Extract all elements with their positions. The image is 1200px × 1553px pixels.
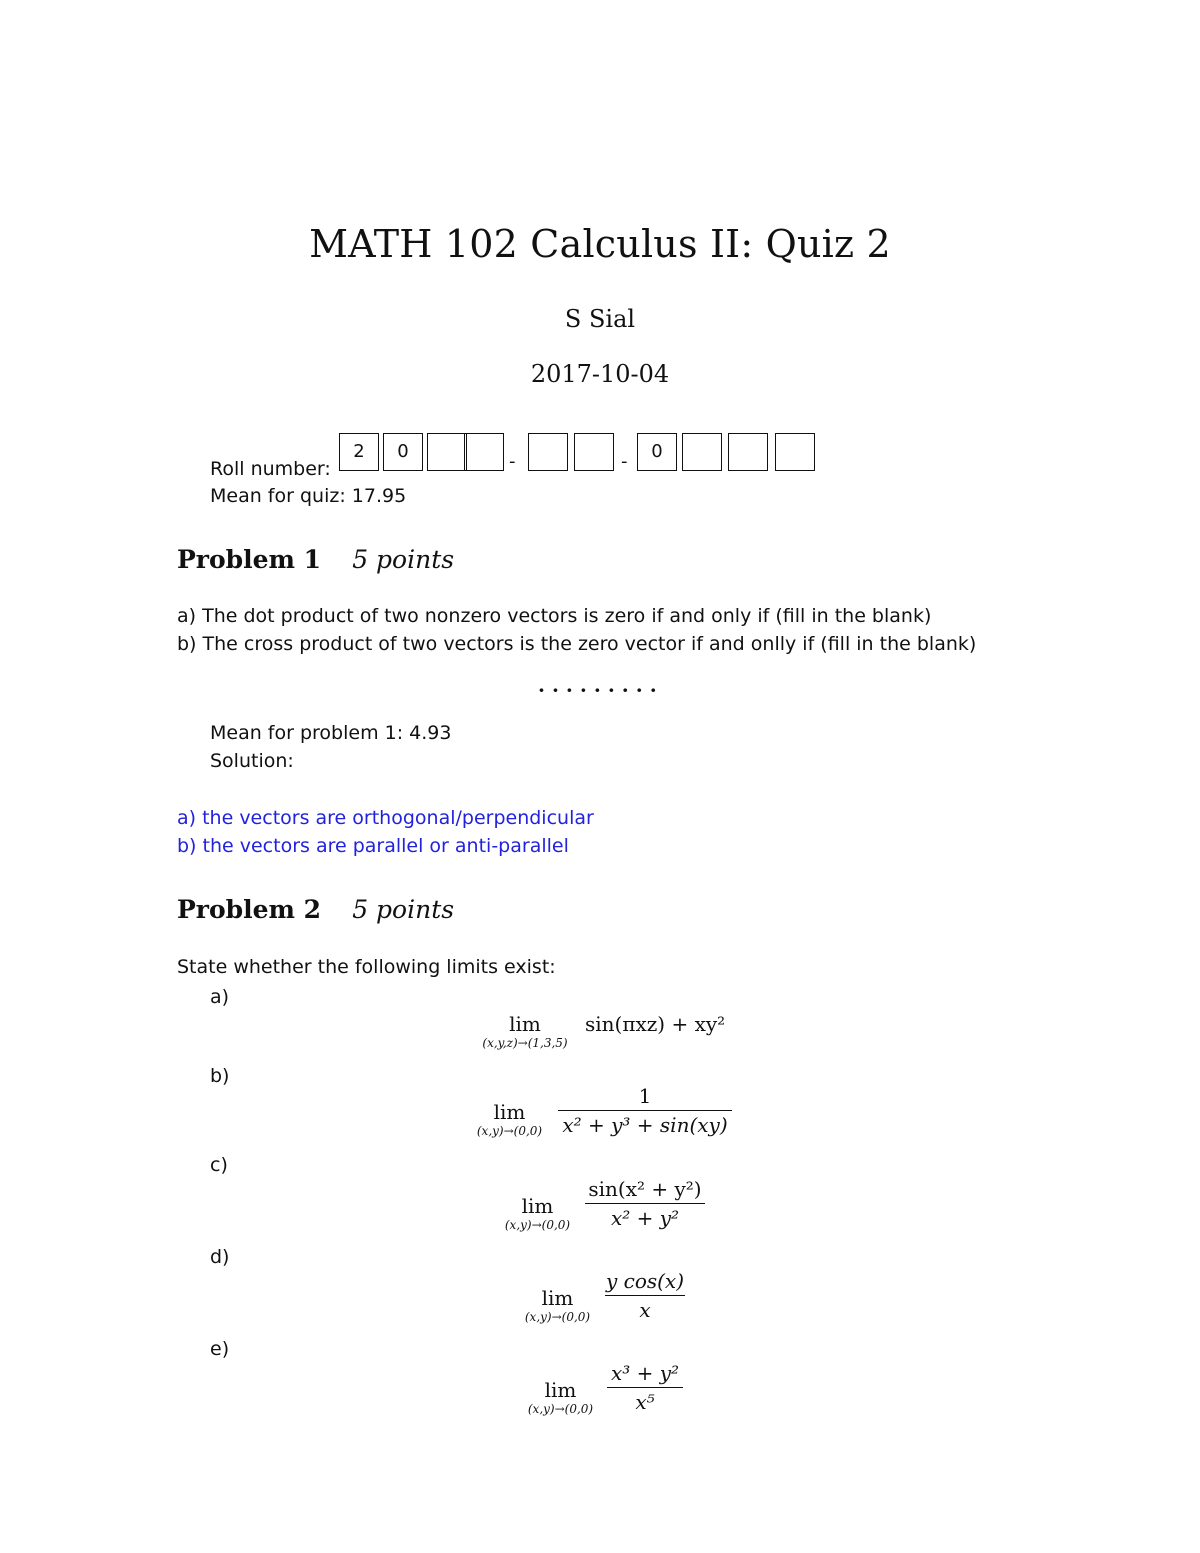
- limit-b: [462, 1100, 557, 1138]
- roll-box-7[interactable]: 0: [637, 433, 677, 471]
- part-d-label: d): [210, 1246, 230, 1268]
- separator-dots: ·········: [538, 678, 664, 702]
- roll-box-8[interactable]: [682, 433, 722, 471]
- part-c-label: c): [210, 1154, 228, 1176]
- lim-b-word: lim: [493, 1100, 526, 1124]
- limit-e: [513, 1378, 608, 1416]
- part-e-label: e): [210, 1338, 230, 1360]
- solution-label: Solution:: [210, 750, 294, 772]
- fraction-c-numerator: sin(x² + y²): [588, 1177, 702, 1201]
- problem-1-mean: Mean for problem 1: 4.93: [210, 722, 452, 744]
- fraction-d-numerator: y cos(x): [605, 1269, 685, 1293]
- lim-a-word: lim: [509, 1012, 541, 1036]
- fraction-c: [585, 1177, 705, 1230]
- roll-separator-1: -: [509, 451, 516, 472]
- limit-c: [490, 1194, 585, 1232]
- fraction-d-bar: [605, 1295, 685, 1296]
- lim-e-word: lim: [544, 1378, 577, 1402]
- limit-d: [510, 1286, 605, 1324]
- roll-box-2[interactable]: 0: [383, 433, 423, 471]
- fraction-b: [558, 1084, 732, 1137]
- roll-box-1[interactable]: 2: [339, 433, 379, 471]
- fraction-c-bar: [585, 1203, 705, 1204]
- roll-box-3[interactable]: [427, 433, 467, 471]
- problem-2-points: 5 points: [352, 895, 455, 924]
- lim-e-sub: (x,y)→(0,0): [527, 1402, 594, 1416]
- page-title: MATH 102 Calculus II: Quiz 2: [309, 222, 891, 266]
- roll-box-10[interactable]: [775, 433, 815, 471]
- lim-c-sub: (x,y)→(0,0): [504, 1218, 571, 1232]
- part-b-label: b): [210, 1065, 230, 1087]
- fraction-d-denominator: x: [639, 1298, 651, 1322]
- roll-number-label: Roll number:: [210, 458, 331, 480]
- fraction-d: [605, 1269, 685, 1322]
- solution-b: b) the vectors are parallel or anti-parallel: [177, 835, 569, 857]
- problem-1-title: Problem 1: [177, 545, 322, 574]
- lim-d-word: lim: [541, 1286, 574, 1310]
- roll-box-6[interactable]: [574, 433, 614, 471]
- roll-box-9[interactable]: [728, 433, 768, 471]
- fraction-e-denominator: x⁵: [635, 1390, 655, 1414]
- fraction-e-numerator: x³ + y²: [610, 1361, 680, 1385]
- roll-box-4[interactable]: [464, 433, 504, 471]
- date: 2017-10-04: [530, 360, 670, 388]
- problem-2-intro: State whether the following limits exist:: [177, 956, 556, 978]
- fraction-e-bar: [607, 1387, 683, 1388]
- problem-2-heading: [177, 895, 454, 924]
- part-a-label: a): [210, 986, 230, 1008]
- fraction-c-denominator: x² + y²: [610, 1206, 680, 1230]
- fraction-e: [607, 1361, 683, 1414]
- lim-b-sub: (x,y)→(0,0): [476, 1124, 543, 1138]
- solution-a: a) the vectors are orthogonal/perpendicular: [177, 807, 594, 829]
- lim-c-word: lim: [521, 1194, 554, 1218]
- author: S Sial: [564, 305, 636, 333]
- problem-1-heading: [177, 545, 454, 574]
- lim-a-sub: (x,y,z)→(1,3,5): [482, 1036, 568, 1050]
- problem-1-question-b: b) The cross product of two vectors is the zero vector if and onlly if (fill in the blank): [177, 633, 977, 655]
- fraction-b-numerator: 1: [638, 1084, 652, 1108]
- fraction-b-bar: [558, 1110, 732, 1111]
- quiz-mean: Mean for quiz: 17.95: [210, 485, 407, 507]
- problem-1-question-a: a) The dot product of two nonzero vectors is zero if and only if (fill in the blank): [177, 605, 932, 627]
- lim-d-sub: (x,y)→(0,0): [524, 1310, 591, 1324]
- problem-1-points: 5 points: [352, 545, 455, 574]
- roll-separator-2: -: [621, 451, 628, 472]
- expr-a: sin(πxz) + xy²: [585, 1012, 726, 1036]
- problem-2-title: Problem 2: [177, 895, 322, 924]
- roll-box-5[interactable]: [528, 433, 568, 471]
- fraction-b-denominator: x² + y³ + sin(xy): [562, 1113, 728, 1137]
- limit-a: [465, 1012, 585, 1050]
